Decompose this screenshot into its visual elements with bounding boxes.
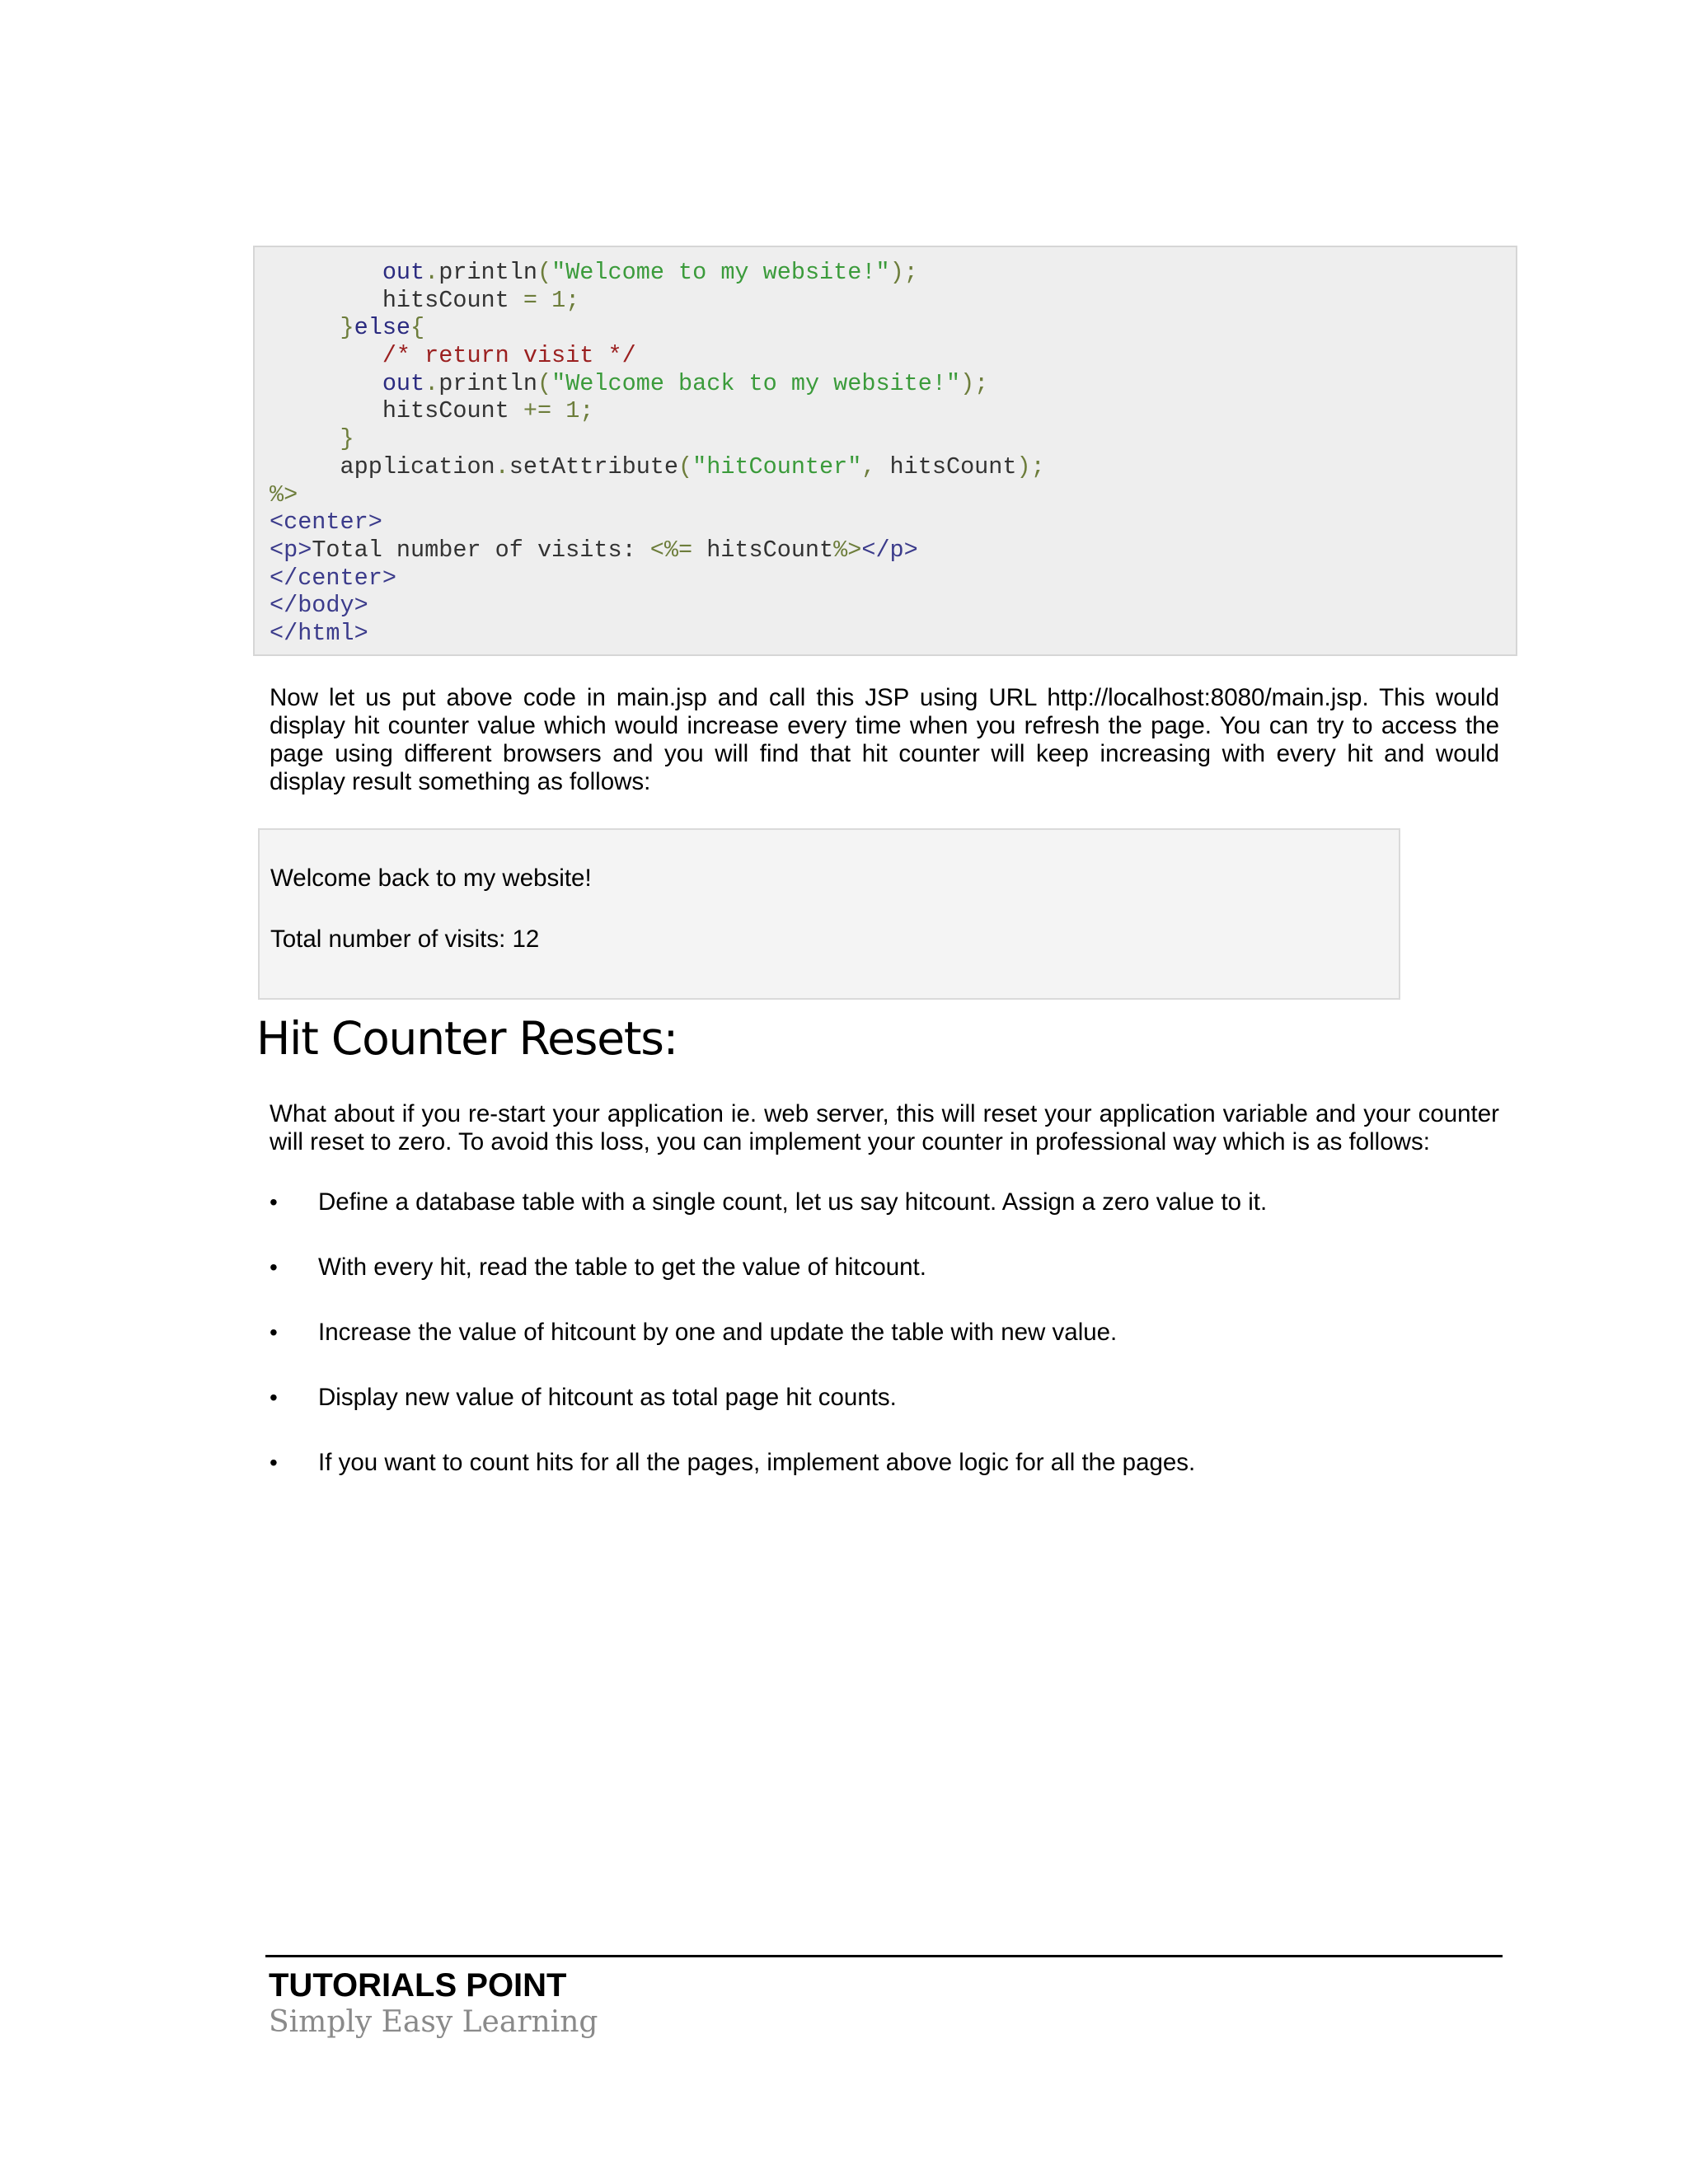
- code-token: out: [382, 369, 425, 397]
- code-line: [270, 314, 1516, 342]
- code-token: <%=: [649, 536, 693, 564]
- bullet-text: With every hit, read the table to get the value of hitcount.: [318, 1254, 926, 1281]
- code-token: <p>: [270, 536, 312, 564]
- bullet-text: Define a database table with a single count, let us say hitcount. Assign a zero value to it.: [318, 1188, 1268, 1216]
- code-token: .: [495, 452, 509, 480]
- code-token: {: [410, 314, 425, 342]
- code-token: <center>: [270, 509, 382, 537]
- code-line: [270, 425, 1516, 453]
- code-token: [270, 425, 340, 452]
- footer-divider: [265, 1955, 1503, 1957]
- code-token: </html>: [270, 619, 368, 647]
- code-token: [537, 287, 551, 314]
- code-token: ,: [861, 452, 876, 480]
- bullet-icon: •: [270, 1450, 278, 1475]
- code-line: [270, 259, 1516, 287]
- code-token: application: [270, 452, 495, 480]
- code-token: [551, 397, 565, 424]
- code-token: hitsCount: [692, 536, 834, 564]
- bullet-list: [270, 1188, 1506, 1514]
- code-block: [253, 246, 1517, 656]
- code-token: %>: [270, 480, 298, 509]
- code-token: 1;: [565, 397, 594, 425]
- code-line: [270, 397, 1516, 425]
- code-token: );: [889, 259, 918, 286]
- footer-tagline: Simply Easy Learning: [269, 2005, 598, 2039]
- code-token: 1;: [551, 286, 580, 314]
- code-line: [270, 592, 1516, 620]
- code-line: [270, 620, 1516, 648]
- list-item: [270, 1188, 1506, 1254]
- footer-brand: TUTORIALS POINT: [269, 1967, 567, 2004]
- code-line: [270, 537, 1516, 565]
- output-visits-text: Total number of visits: 12: [270, 926, 540, 953]
- code-token: "Welcome back to my website!": [551, 369, 961, 397]
- code-token: [270, 342, 382, 369]
- code-line: [270, 481, 1516, 509]
- code-token: }: [340, 425, 354, 453]
- code-token: .: [424, 259, 439, 286]
- code-token: println: [438, 369, 537, 397]
- code-token: hitsCount: [875, 452, 1017, 480]
- bullet-icon: •: [270, 1189, 278, 1215]
- code-token: "Welcome to my website!": [551, 259, 890, 286]
- bullet-text: Display new value of hitcount as total page hit counts.: [318, 1384, 897, 1411]
- code-line: [270, 370, 1516, 398]
- code-token: =: [523, 286, 537, 314]
- output-box: [258, 828, 1400, 1000]
- code-token: }: [340, 314, 354, 342]
- code-token: %>: [833, 536, 862, 564]
- code-line: [270, 287, 1516, 315]
- bullet-text: If you want to count hits for all the pages, implement above logic for all the pages.: [318, 1449, 1196, 1476]
- code-token: /* return visit */: [382, 342, 636, 370]
- section-heading: Hit Counter Resets:: [256, 1012, 678, 1065]
- section-paragraph: What about if you re-start your application ie. web server, this will reset your application variable and your counter will reset to zero. To avoid this loss, you can implement your counter in professional way which is as follows:: [270, 1100, 1499, 1155]
- code-token: );: [960, 369, 989, 397]
- code-token: (: [678, 452, 693, 480]
- code-token: [270, 314, 340, 341]
- intro-paragraph: Now let us put above code in main.jsp and call this JSP using URL http://localhost:8080/main.jsp. This would display hit counter value which would increase every time when you refresh the page. You can try to access the page using different browsers and you will find that hit counter will keep increasing with every hit and would display result something as follows:: [270, 684, 1499, 795]
- code-token: "hitCounter": [692, 452, 862, 480]
- code-token: out: [382, 259, 425, 286]
- code-line: [270, 453, 1516, 481]
- code-token: </p>: [861, 536, 918, 564]
- code-token: );: [1016, 452, 1045, 480]
- code-token: hitsCount: [270, 286, 523, 314]
- code-token: .: [424, 369, 439, 397]
- list-item: [270, 1449, 1506, 1514]
- code-line: [270, 565, 1516, 593]
- code-token: [270, 370, 382, 397]
- code-token: else: [354, 314, 411, 342]
- code-line: [270, 509, 1516, 537]
- bullet-icon: •: [270, 1385, 278, 1410]
- code-token: hitsCount: [270, 397, 523, 425]
- code-token: [270, 259, 382, 286]
- code-token: </body>: [270, 592, 368, 620]
- list-item: [270, 1384, 1506, 1449]
- code-token: println: [438, 259, 537, 286]
- output-welcome-text: Welcome back to my website!: [270, 865, 592, 892]
- bullet-icon: •: [270, 1319, 278, 1345]
- code-token: (: [537, 369, 552, 397]
- code-token: setAttribute: [509, 452, 678, 480]
- code-token: +=: [523, 397, 552, 425]
- code-token: (: [537, 259, 552, 286]
- bullet-text: Increase the value of hitcount by one and update the table with new value.: [318, 1319, 1118, 1346]
- list-item: [270, 1254, 1506, 1319]
- code-token: </center>: [270, 564, 396, 592]
- code-line: [270, 342, 1516, 370]
- list-item: [270, 1319, 1506, 1384]
- code-token: Total number of visits:: [312, 536, 650, 564]
- bullet-icon: •: [270, 1254, 278, 1280]
